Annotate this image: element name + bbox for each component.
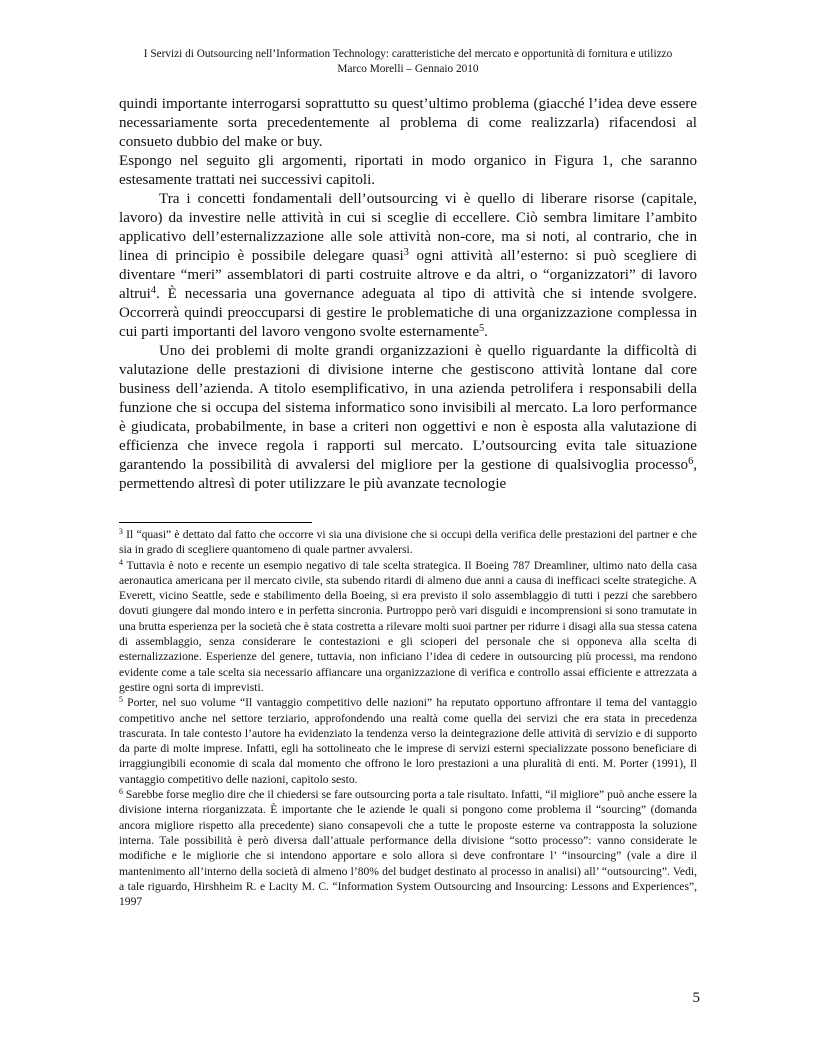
- footnote-text: Sarebbe forse meglio dire che il chiedersi se fare outsourcing porta a tale risultato. Infatti, “il migliore” può anche essere la divisione interna riorganizzata. È importante che le aziende le quali si pongono come problema il “sourcing” (domanda ancora migliore rispetto alla precedente) siano consapevoli che a tutte le proposte esterne va contrapposta la soluzione interna. Tale possibilità è però diversa dall’attuale performance della divisione “sotto processo”: vanno considerate le modifiche e le migliorie che si intendono apportare e solo allora si deve confrontare l’ “insourcing” (vale a dire il mantenimento all’interno della società di almeno l’80% del budget destinato al processo in analisi) all’ “outsourcing”. Vedi, a tale riguardo, Hirshheim R. e Lacity M. C. “Information System Outsourcing and Insourcing: Lessons and Experiences”, 1997: [119, 788, 697, 909]
- footnote-number: 6: [119, 787, 123, 797]
- paragraph-3: [119, 190, 697, 342]
- paragraph-1: quindi importante interrogarsi soprattutto su quest’ultimo problema (giacché l’idea deve essere necessariamente sorta precedentemente al problema di come realizzarla) rifacendosi al consueto dubbio del make or buy.: [119, 96, 697, 150]
- footnotes: [119, 527, 697, 909]
- footnote-ref-5[interactable]: 5: [479, 322, 485, 334]
- footnote-3: [119, 527, 697, 558]
- paragraph-3-text-c: . È necessaria una governance adeguata al tipo di attività che si intende svolgere. Occorrerà quindi preoccuparsi di gestire le problematiche di una organizzazione complessa in cui parti importanti del lavoro vengono svolte esternamente: [119, 286, 697, 340]
- footnote-6: [119, 787, 697, 909]
- footnote-ref-3[interactable]: 3: [403, 246, 409, 258]
- paragraph-3-text-a: Tra i concetti fondamentali dell’outsourcing vi è quello di liberare risorse (capitale, lavoro) da investire nelle attività in cui si sceglie di eccellere. Ciò sembra limitare l’ambito applicativo dell’esternalizzazione alle sole attività non-core, ma si noti, al contrario, che in linea di principio è possibile delegare quasi: [119, 191, 697, 264]
- footnote-separator: [119, 522, 312, 523]
- footnote-5: [119, 695, 697, 787]
- body-text: [119, 95, 697, 494]
- running-header: [100, 47, 716, 77]
- paragraph-3-text-d: .: [484, 324, 488, 340]
- paragraph-4: [119, 342, 697, 494]
- footnote-text: Il “quasi” è dettato dal fatto che occorre vi sia una divisione che si occupi della verifica delle prestazioni del partner e che sia in grado di scegliere quantomeno di quale partner avvalersi.: [119, 528, 697, 557]
- footnote-ref-6[interactable]: 6: [688, 455, 694, 467]
- footnote-number: 5: [119, 695, 123, 705]
- paragraph-4-text-b: , permettendo altresì di poter utilizzare le più avanzate tecnologie: [119, 457, 697, 492]
- paragraph-2: Espongo nel seguito gli argomenti, riportati in modo organico in Figura 1, che saranno estesamente trattati nei successivi capitoli.: [119, 153, 697, 188]
- paragraph-4-text-a: Uno dei problemi di molte grandi organizzazioni è quello riguardante la difficoltà di valutazione delle prestazioni di divisione interne che gestiscono attività lontane dal core business dell’azienda. A titolo esemplificativo, in una azienda petrolifera i responsabili della funzione che si occupa del sistema informatico sono invisibili al mercato. La loro performance è giudicata, probabilmente, in base a criteri non oggettivi e non è esposta alla valutazione di efficienza che invece regola i rapporti sul mercato. L’outsourcing evita tale situazione garantendo la possibilità di avvalersi del migliore per la gestione di qualsivoglia processo: [119, 343, 697, 473]
- footnote-4: [119, 558, 697, 696]
- footnote-ref-4[interactable]: 4: [150, 284, 156, 296]
- header-title: I Servizi di Outsourcing nell’Information Technology: caratteristiche del mercato e opportunità di fornitura e utilizzo: [143, 48, 673, 60]
- footnote-text: Tuttavia è noto e recente un esempio negativo di tale scelta strategica. Il Boeing 787 Dreamliner, ultimo nato della casa aeronautica americana per il mercato civile, sta subendo ritardi di almeno due anni a causa di inefficaci scelte strategiche. A Everett, vicino Seattle, sede e stabilimento della Boeing, si era previsto il solo assemblaggio di tutti i pezzi che sarebbero dovuti giungere dal mondo intero e in perfetta sincronia. Purtroppo però vari disguidi e incomprensioni si sono tramutate in una brutta esperienza per la società che è stata costretta a rilevare molti suoi partner per ridurre i disagi alla sua stessa catena di assemblaggio, senza considerare le contestazioni e gli scioperi del personale che si opponeva alla scelta di esternalizzazione. Esperienze del genere, tuttavia, non inficiano l’idea di cedere in outsourcing più processi, ma rendono evidente come a tale scelta sia necessario affiancare una organizzazione di verifica e controllo assai efficiente e attrezzata a gestire ogni sorta di imprevisti.: [119, 558, 697, 694]
- page-number: 5: [692, 990, 700, 1006]
- footnote-text: Porter, nel suo volume “Il vantaggio competitivo delle nazioni” ha reputato opportuno affrontare il tema del vantaggio competitivo anche nel settore terziario, approfondendo una realtà come quella dei servizi che era stata in precedenza trascurata. In tale contesto l’autore ha evidenziato la tendenza verso la deintegrazione delle attività di servizio e di supporto da parte di molte imprese. Infatti, egli ha sottolineato che le imprese di servizi esterni specializzate possono beneficiare di irraggiungibili economie di scala dal momento che offrono le loro prestazioni a una pluralità di enti. M. Porter (1991), Il vantaggio competitivo delle nazioni, capitolo sesto.: [119, 696, 697, 786]
- footnote-number: 4: [119, 557, 123, 567]
- paragraph-3-text-b: ogni attività all’esterno: si può scegliere di diventare “meri” assemblatori di parti costruite altrove e da altri, o “organizzatori” di lavoro altrui: [119, 248, 698, 302]
- header-author-date: Marco Morelli – Gennaio 2010: [337, 63, 479, 75]
- footnote-number: 3: [119, 527, 123, 537]
